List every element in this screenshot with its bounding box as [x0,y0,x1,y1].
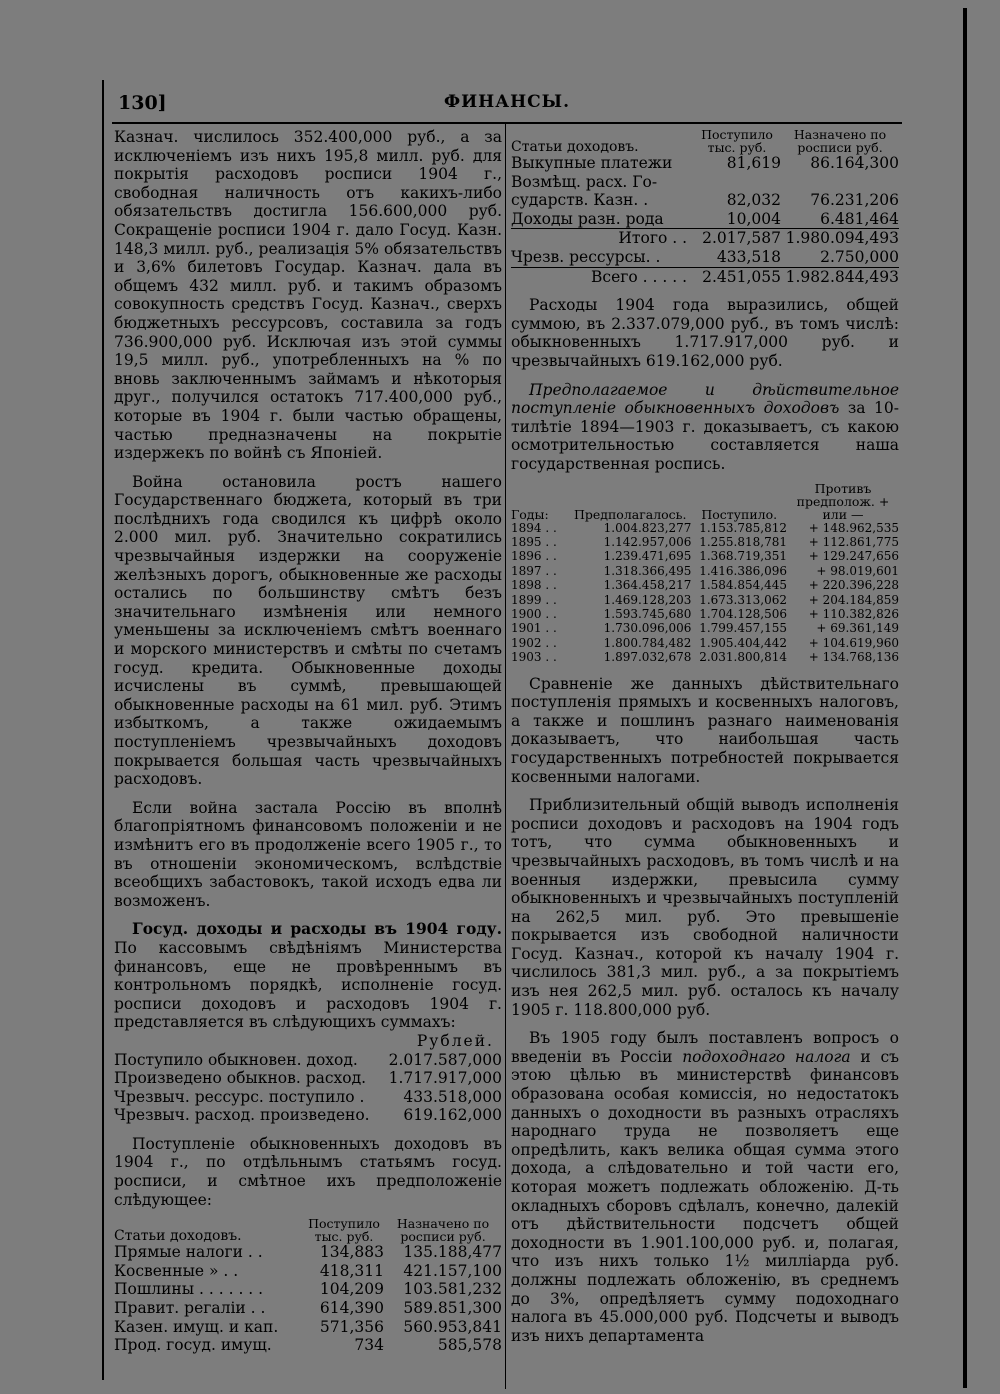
column-divider [505,124,506,1389]
section-heading-forecast: Предполагаемое и дѣйствительное поступленіе обыкновенныхъ доходовъ [511,380,899,418]
right-paragraph-1: Расходы 1904 года выразились, общей суммою, въ 2.337.079,000 руб., въ томъ числѣ: обыкновенныхъ 1.717.917,000 руб. и чрезвычайныхъ 619.162,000 руб. [511,296,899,370]
page-header [112,92,902,120]
table-row: 1895 . . 1.142.957,006 1.255.818,781 + 112.861,775 [511,534,899,549]
left-paragraph-2: Война остановила ростъ нашего Государственнаго бюджета, который въ три послѣднихъ года сводился къ цифрѣ около 2.000 мил. руб. Значительно сократились чрезвычайныя издержки на сооруженіе желѣзныхъ дорогъ, обыкновенные же расходы остались по большинству смѣтъ безъ значительнаго измѣненія или немного уменьшены за исключеніемъ смѣтъ военнаго и морского министерствъ и смѣты по счетамъ госуд. кредита. Обыкновенные доходы исчислены въ суммѣ, превышающей обыкновенные расходы на 61 мил. руб. Этимъ избыткомъ, а также ожидаемымъ поступленіемъ чрезвычайныхъ доходовъ покрывается большая часть чрезвычайныхъ расходовъ. [114,472,502,789]
revenue-table-left: Статьи доходовъ. Поступило тыс. руб. Назначено по росписи руб. Прямые налоги . . 134,883 135.188,477 Косвенные » . . 418,311 421.157,100 Пошлины . . . . . . . 104,209 103.581,232 Правит. регаліи . . 614,390 589.851,300 Казен. имущ. и кап. 571,356 560.953,841 Прод. госуд. имущ. 734 585,578 [114,1216,502,1355]
sums-row: Поступило обыкновен. доход. 2.017.587,000 [114,1050,502,1069]
table-row: Прод. госуд. имущ. 734 585,578 [114,1336,502,1355]
table-row: Прямые налоги . . 134,883 135.188,477 [114,1243,502,1262]
table-row: Пошлины . . . . . . . 104,209 103.581,232 [114,1280,502,1299]
sums-row: Произведено обыкнов. расход. 1.717.917,000 [114,1069,502,1088]
table-grand-row: Всего . . . . . 2.451,055 1.982.844,493 [511,267,899,286]
table-row: Правит. регаліи . . 614,390 589.851,300 [114,1299,502,1318]
sums-row: Чрезвыч. расход. произведено. 619.162,000 [114,1106,502,1125]
sums-table [114,1032,502,1125]
years-table: Годы: Предполагалось. Поступило. Противъ предполож. + или — 1894 . . 1.004.823,277 1.153.785,812 + 148.962,535 1895 . . 1.142.957,006 1.255.818,781 + 112.861,775 1896 . . 1.239.471,695 1.368.719,351 + 129.247,656 1897 . . 1.318.366,495 1.416.386,096 + 98.019,601 1898 . . 1.364.458,217 1.584.854,445 + 220.396,228 1899 . . 1.469.128,203 1.673.313,062 + 204.184,859 1900 . . 1.593.745,680 1.704.128,506 + 110.382,826 1901 . . 1.730.096,006 1.799.457,155 + 69.361,149 1902 . . 1.800.784,482 1.905.404,442 + 104.619,960 1903 . . 1.897.032,678 2.031.800,814 + 134.768,136 [511,480,899,665]
left-paragraph-1: Казнач. числилось 352.400,000 руб., а за исключеніемъ изъ нихъ 195,8 милл. руб. для покрытія расходовъ росписи 1904 г., свободная наличность отъ какихъ-либо обязательствъ достигла 156.600,000 руб. Сокращеніе росписи 1904 г. дало Госуд. Казн. 148,3 милл. руб., реализація 5% обязательствъ и 3,6% билетовъ Государ. Казнач. дала въ общемъ 432 милл. руб. и такимъ образомъ совокупность средствъ Госуд. Казнач., сверхъ бюджетныхъ рессурсовъ, составила за годъ 736.900,000 руб. Исключая изъ этой суммы 19,5 милл. руб., употребленныхъ на % по вновь заключеннымъ займамъ и нѣкоторыя друг., получился остатокъ 717.400,000 руб., которые въ 1904 г. были частью обращены, частью предназначены на покрытіе издержекъ по войнѣ съ Японіей. [114,128,502,463]
table-total-row: Итого . . 2.017,587 1.980.094,493 [511,229,899,248]
table-row: 1901 . . 1.730.096,006 1.799.457,155 + 69.361,149 [511,621,899,636]
right-paragraph-5: Въ 1905 году былъ поставленъ вопросъ о введеніи въ Россіи подоходнаго налога и съ этою цѣлью въ министерствѣ финансовъ образована особая комиссія, но недостатокъ данныхъ о доходности въ разныхъ отрасляхъ народнаго труда не позволяетъ еще опредѣлить, какъ велика общая сумма этого дохода, а слѣдовательно и той части его, которая можетъ подлежать обложенію. Д-ть окладныхъ сборовъ сдѣлалъ, конечно, далекій отъ дѣйствительности подсчетъ общей доходности въ 1.901.100,000 руб. и, полагая, что изъ нихъ только 1½ милліарда руб. должны подлежать обложенію, въ среднемъ до 3%, опредѣляетъ сумму подоходнаго налога въ 45.000,000 руб. Подсчеты и выводъ изъ нихъ департамента [511,1029,899,1345]
right-column [511,128,899,1345]
page-number: 130] [118,92,167,114]
sums-unit: Рублей. [416,1031,494,1050]
table-row: 1894 . . 1.004.823,277 1.153.785,812 + 148.962,535 [511,520,899,535]
table-row: Чрезв. рессурсы. . 433,518 2.750,000 [511,247,899,266]
table-row: сударств. Казн. . 82,032 76.231,206 [511,191,899,210]
table-row: 1903 . . 1.897.032,678 2.031.800,814 + 134.768,136 [511,650,899,665]
table-row: Казен. имущ. и кап. 571,356 560.953,841 [114,1317,502,1336]
table-row: Выкупные платежи 81,619 86.164,300 [511,154,899,172]
left-paragraph-4 [114,920,502,1032]
table-row: Косвенные » . . 418,311 421.157,100 [114,1261,502,1280]
left-paragraph-5: Поступленіе обыкновенныхъ доходовъ въ 1904 г., по отдѣльнымъ статьямъ госуд. росписи, и смѣтное ихъ предположеніе слѣдующее: [114,1134,502,1209]
table-row: 1900 . . 1.593.745,680 1.704.128,506 + 110.382,826 [511,606,899,621]
left-paragraph-4-body: По кассовымъ свѣдѣніямъ Министерства финансовъ, еще не провѣреннымъ въ контрольномъ порядкѣ, исполненіе госуд. росписи доходовъ и расходовъ 1904 г. представляется въ слѣдующихъ суммахъ: [114,938,502,1032]
table-row: 1896 . . 1.239.471,695 1.368.719,351 + 129.247,656 [511,549,899,564]
right-paragraph-2: Предполагаемое и дѣйствительное поступленіе обыкновенныхъ доходовъ за 10-тилѣтіе 1894—1903 г. доказываетъ, съ какою осмотрительностью составляется наша государственная роспись. [511,380,899,473]
table-row: Доходы разн. рода 10,004 6.481,464 [511,209,899,228]
table-row: 1899 . . 1.469.128,203 1.673.313,062 + 204.184,859 [511,592,899,607]
running-title: ФИНАНСЫ. [443,92,571,112]
table-row: 1898 . . 1.364.458,217 1.584.854,445 + 220.396,228 [511,578,899,593]
sums-row: Чрезвыч. рессурс. поступило . 433.518,000 [114,1087,502,1106]
right-margin-rule [963,8,967,1388]
left-paragraph-3: Если война застала Россію въ вполнѣ благопріятномъ финансовомъ положеніи и не измѣнитъ его въ продолженіе всего 1905 г., то въ отношеніи экономическомъ, вслѣдствіе всеобщихъ забастовокъ, такой исходъ едва ли возможенъ. [114,798,502,910]
table-row: Возмѣщ. расх. Го- [511,172,658,191]
table-row: 1902 . . 1.800.784,482 1.905.404,442 + 104.619,960 [511,635,899,650]
left-column [114,128,502,1355]
table-row: 1897 . . 1.318.366,495 1.416.386,096 + 98.019,601 [511,563,899,578]
right-paragraph-4: Приблизительный общій выводъ исполненія росписи доходовъ и расходовъ на 1904 годъ тотъ, что сумма обыкновенныхъ и чрезвычайныхъ расходовъ, въ томъ числѣ и на военныя издержки, превысила сумму обыкновенныхъ и чрезвычайныхъ поступленій на 262,5 мил. руб. Это превышеніе покрывается изъ свободной наличности Госуд. Казнач., которой къ началу 1904 г. числилось 381,3 мил. руб., а за покрытіемъ изъ нея 262,5 мил. руб. осталось къ началу 1905 г. 118.800,000 руб. [511,796,899,1019]
income-tax-term: подоходнаго налога [682,1047,851,1066]
revenue-table-right: Статьи доходовъ. Поступило тыс. руб. Назначено по росписи руб. Выкупные платежи 81,619 86.164,300 Возмѣщ. расх. Го- сударств. Казн. . 82,032 76.231,206 Доходы разн. рода 10,004 6.481,464 Итого . . 2.017,587 1.980.094,493 Чрезв. рессурсы. . 433,518 2.750,000 Всего . . . . . 2.451,055 1.982.844,493 [511,127,899,286]
right-paragraph-3: Сравненіе же данныхъ дѣйствительнаго поступленія прямыхъ и косвенныхъ налоговъ, а также и пошлинъ разнаго наименованія доказываетъ, что наибольшая часть государственныхъ потребностей покрывается косвенными налогами. [511,674,899,786]
header-rule [112,122,902,124]
section-heading-1904: Госуд. доходы и расходы въ 1904 году. [132,919,502,939]
